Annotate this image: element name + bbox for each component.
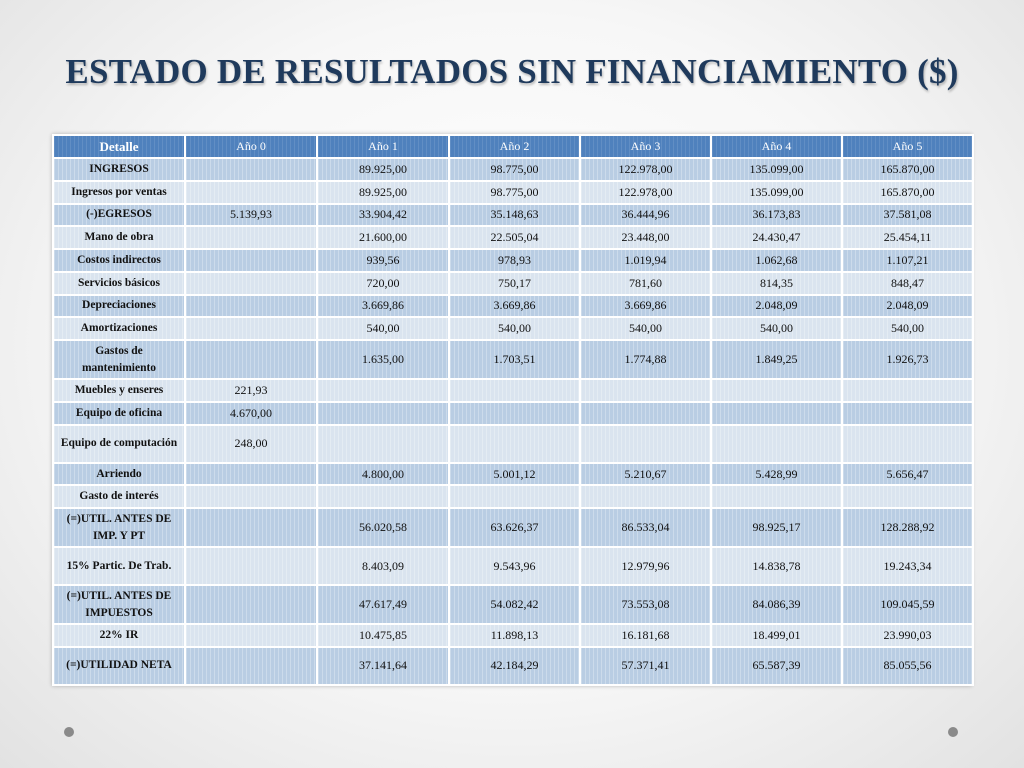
table-row — [53, 547, 973, 585]
income-statement-table-container — [52, 134, 972, 686]
table-cell: 848,47 — [842, 272, 973, 295]
column-header-detalle: Detalle — [53, 135, 185, 158]
table-cell — [449, 425, 580, 463]
table-cell: 1.019,94 — [580, 249, 711, 272]
table-cell: 5.139,93 — [185, 204, 317, 227]
table-cell — [449, 485, 580, 508]
row-label: Mano de obra — [53, 226, 185, 249]
table-cell: 23.990,03 — [842, 624, 973, 647]
row-label: Gasto de interés — [53, 485, 185, 508]
table-cell: 47.617,49 — [317, 585, 449, 624]
table-cell: 11.898,13 — [449, 624, 580, 647]
table-cell — [711, 425, 842, 463]
row-label: 15% Partic. De Trab. — [53, 547, 185, 585]
row-label: Ingresos por ventas — [53, 181, 185, 204]
table-header-row — [53, 135, 973, 158]
column-header-ano-1: Año 1 — [317, 135, 449, 158]
table-cell: 1.849,25 — [711, 340, 842, 379]
table-cell: 720,00 — [317, 272, 449, 295]
table-cell: 109.045,59 — [842, 585, 973, 624]
table-row — [53, 295, 973, 318]
table-cell — [580, 379, 711, 402]
page-title: ESTADO DE RESULTADOS SIN FINANCIAMIENTO ($) — [65, 52, 959, 91]
table-row — [53, 425, 973, 463]
table-cell — [317, 425, 449, 463]
table-cell: 165.870,00 — [842, 158, 973, 181]
row-label: Equipo de computación — [53, 425, 185, 463]
table-cell: 16.181,68 — [580, 624, 711, 647]
decorative-bullet-left — [64, 727, 74, 737]
row-label: Muebles y enseres — [53, 379, 185, 402]
row-label: INGRESOS — [53, 158, 185, 181]
table-row — [53, 402, 973, 425]
table-cell — [185, 317, 317, 340]
decorative-bullet-right — [948, 727, 958, 737]
column-header-ano-4: Año 4 — [711, 135, 842, 158]
table-cell: 4.670,00 — [185, 402, 317, 425]
table-cell — [317, 402, 449, 425]
table-cell: 128.288,92 — [842, 508, 973, 547]
table-cell: 135.099,00 — [711, 181, 842, 204]
table-cell: 122.978,00 — [580, 181, 711, 204]
table-cell — [185, 340, 317, 379]
table-cell: 37.141,64 — [317, 647, 449, 685]
table-cell: 24.430,47 — [711, 226, 842, 249]
table-cell: 98.925,17 — [711, 508, 842, 547]
table-row — [53, 317, 973, 340]
table-cell: 5.001,12 — [449, 463, 580, 486]
table-cell: 248,00 — [185, 425, 317, 463]
table-cell — [185, 158, 317, 181]
table-cell — [711, 379, 842, 402]
table-cell: 3.669,86 — [580, 295, 711, 318]
column-header-ano-5: Año 5 — [842, 135, 973, 158]
table-cell — [580, 485, 711, 508]
table-cell: 1.107,21 — [842, 249, 973, 272]
table-cell: 57.371,41 — [580, 647, 711, 685]
table-cell: 18.499,01 — [711, 624, 842, 647]
column-header-ano-2: Año 2 — [449, 135, 580, 158]
table-cell: 165.870,00 — [842, 181, 973, 204]
table-cell: 84.086,39 — [711, 585, 842, 624]
table-cell: 3.669,86 — [449, 295, 580, 318]
table-cell — [185, 463, 317, 486]
table-row — [53, 204, 973, 227]
table-cell: 86.533,04 — [580, 508, 711, 547]
table-cell: 65.587,39 — [711, 647, 842, 685]
table-cell — [580, 402, 711, 425]
table-cell: 19.243,34 — [842, 547, 973, 585]
table-cell: 12.979,96 — [580, 547, 711, 585]
table-cell: 85.055,56 — [842, 647, 973, 685]
table-row — [53, 485, 973, 508]
row-label: Servicios básicos — [53, 272, 185, 295]
table-cell — [842, 425, 973, 463]
table-cell — [580, 425, 711, 463]
table-cell: 54.082,42 — [449, 585, 580, 624]
table-cell — [185, 547, 317, 585]
table-cell: 814,35 — [711, 272, 842, 295]
table-cell — [185, 624, 317, 647]
table-cell: 33.904,42 — [317, 204, 449, 227]
table-cell: 63.626,37 — [449, 508, 580, 547]
table-cell — [711, 402, 842, 425]
table-cell — [317, 379, 449, 402]
table-row — [53, 249, 973, 272]
table-row — [53, 272, 973, 295]
table-cell: 122.978,00 — [580, 158, 711, 181]
table-cell: 5.210,67 — [580, 463, 711, 486]
table-cell — [842, 402, 973, 425]
table-cell: 10.475,85 — [317, 624, 449, 647]
table-cell — [185, 226, 317, 249]
table-cell — [185, 647, 317, 685]
table-row — [53, 463, 973, 486]
table-cell: 73.553,08 — [580, 585, 711, 624]
table-cell: 42.184,29 — [449, 647, 580, 685]
table-cell: 35.148,63 — [449, 204, 580, 227]
table-row — [53, 647, 973, 685]
table-cell: 5.428,99 — [711, 463, 842, 486]
table-cell — [449, 379, 580, 402]
table-cell — [185, 272, 317, 295]
row-label: Depreciaciones — [53, 295, 185, 318]
row-label: Amortizaciones — [53, 317, 185, 340]
table-cell: 37.581,08 — [842, 204, 973, 227]
table-cell: 1.635,00 — [317, 340, 449, 379]
table-cell: 98.775,00 — [449, 181, 580, 204]
table-cell: 540,00 — [842, 317, 973, 340]
table-cell: 8.403,09 — [317, 547, 449, 585]
table-row — [53, 508, 973, 547]
row-label: Costos indirectos — [53, 249, 185, 272]
table-cell: 4.800,00 — [317, 463, 449, 486]
table-cell: 36.444,96 — [580, 204, 711, 227]
table-cell: 5.656,47 — [842, 463, 973, 486]
table-cell — [449, 402, 580, 425]
table-cell — [185, 485, 317, 508]
table-cell: 14.838,78 — [711, 547, 842, 585]
table-cell: 939,56 — [317, 249, 449, 272]
table-cell — [185, 181, 317, 204]
table-cell: 1.703,51 — [449, 340, 580, 379]
table-cell — [185, 249, 317, 272]
table-cell — [711, 485, 842, 508]
table-cell: 98.775,00 — [449, 158, 580, 181]
table-cell — [185, 508, 317, 547]
row-label: (=)UTILIDAD NETA — [53, 647, 185, 685]
table-cell: 25.454,11 — [842, 226, 973, 249]
table-cell: 1.062,68 — [711, 249, 842, 272]
row-label: 22% IR — [53, 624, 185, 647]
table-row — [53, 158, 973, 181]
table-cell: 21.600,00 — [317, 226, 449, 249]
table-cell: 781,60 — [580, 272, 711, 295]
column-header-ano-0: Año 0 — [185, 135, 317, 158]
row-label: (=)UTIL. ANTES DE IMPUESTOS — [53, 585, 185, 624]
table-row — [53, 226, 973, 249]
table-cell — [842, 379, 973, 402]
table-cell: 540,00 — [711, 317, 842, 340]
table-row — [53, 379, 973, 402]
row-label: (-)EGRESOS — [53, 204, 185, 227]
row-label: (=)UTIL. ANTES DE IMP. Y PT — [53, 508, 185, 547]
table-cell — [317, 485, 449, 508]
row-label: Equipo de oficina — [53, 402, 185, 425]
table-cell: 36.173,83 — [711, 204, 842, 227]
table-cell — [185, 295, 317, 318]
income-statement-table — [52, 134, 974, 686]
table-cell: 221,93 — [185, 379, 317, 402]
table-row — [53, 585, 973, 624]
table-cell — [842, 485, 973, 508]
table-cell: 1.926,73 — [842, 340, 973, 379]
column-header-ano-3: Año 3 — [580, 135, 711, 158]
table-cell: 56.020,58 — [317, 508, 449, 547]
table-row — [53, 624, 973, 647]
table-cell: 3.669,86 — [317, 295, 449, 318]
row-label: Arriendo — [53, 463, 185, 486]
table-cell: 540,00 — [449, 317, 580, 340]
table-cell: 9.543,96 — [449, 547, 580, 585]
table-row — [53, 340, 973, 379]
table-cell: 1.774,88 — [580, 340, 711, 379]
table-cell: 22.505,04 — [449, 226, 580, 249]
table-cell — [185, 585, 317, 624]
table-cell: 2.048,09 — [711, 295, 842, 318]
table-cell: 89.925,00 — [317, 158, 449, 181]
table-cell: 2.048,09 — [842, 295, 973, 318]
table-row — [53, 181, 973, 204]
table-cell: 135.099,00 — [711, 158, 842, 181]
table-cell: 89.925,00 — [317, 181, 449, 204]
table-cell: 540,00 — [317, 317, 449, 340]
table-cell: 23.448,00 — [580, 226, 711, 249]
table-cell: 978,93 — [449, 249, 580, 272]
table-cell: 750,17 — [449, 272, 580, 295]
table-cell: 540,00 — [580, 317, 711, 340]
row-label: Gastos de mantenimiento — [53, 340, 185, 379]
